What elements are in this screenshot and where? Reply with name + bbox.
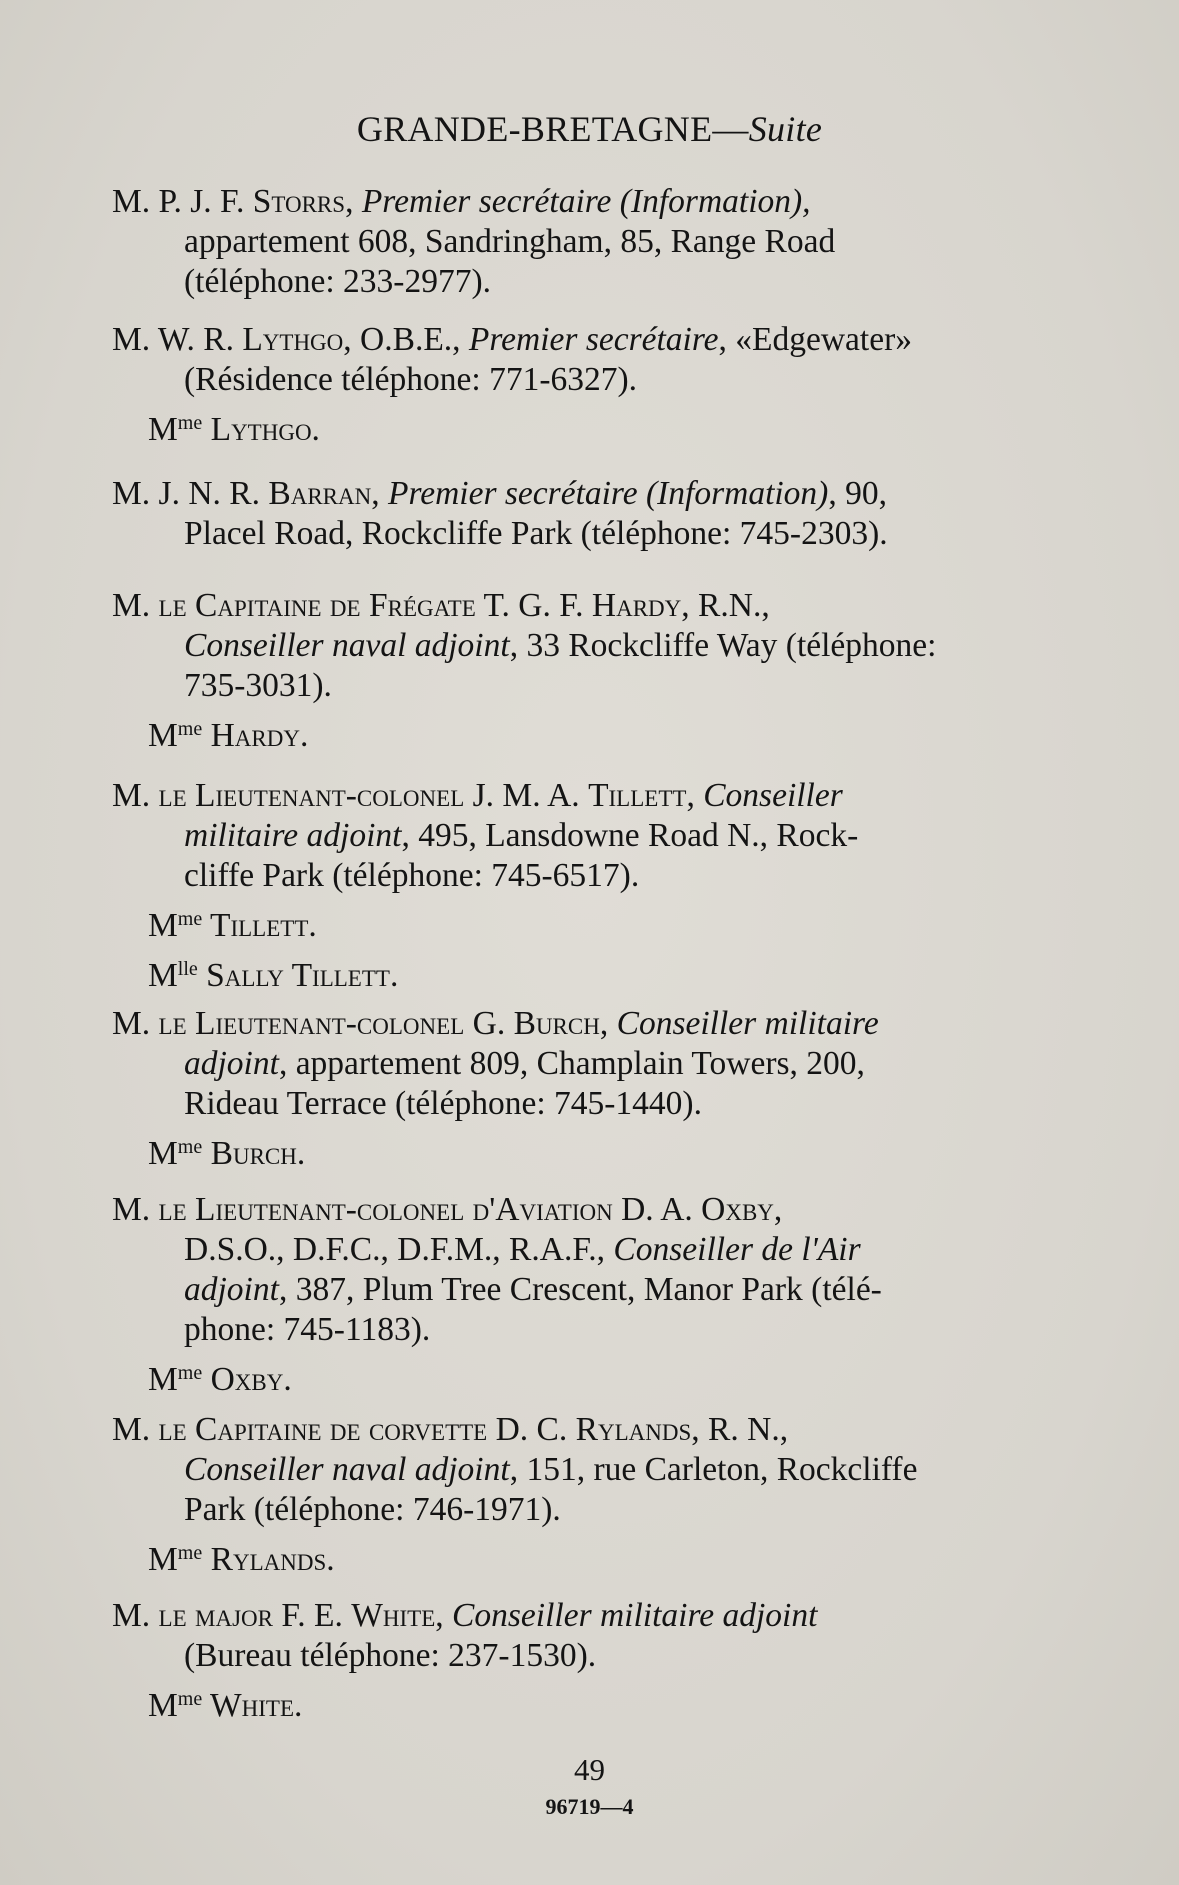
entry-line: (Bureau téléphone: 237-1530). <box>184 1637 597 1674</box>
entry-line: M. le major F. E. White, Conseiller militaire adjoint <box>112 1597 818 1634</box>
spouse-line: $M^{me}$ Lythgo. <box>148 411 320 448</box>
entry-line: M. le Capitaine de corvette D. C. Rylands, R. N., <box>112 1411 789 1448</box>
entry-line: (Résidence téléphone: 771-6327). <box>184 361 638 398</box>
spouse-line: $M^{me}$ Oxby. <box>148 1361 292 1398</box>
entry-line: M. le Lieutenant-colonel J. M. A. Tillett, Conseiller <box>112 777 843 814</box>
spouse-line: $M^{me}$ Rylands. <box>148 1541 335 1578</box>
entry-line: M. le Lieutenant-colonel d'Aviation D. A. Oxby, <box>112 1191 783 1228</box>
entry-line: Placel Road, Rockcliffe Park (téléphone: 745-2303). <box>184 515 888 552</box>
listing-entry-barran <box>112 474 1032 554</box>
entry-line: Conseiller naval adjoint, 151, rue Carleton, Rockcliffe <box>184 1451 918 1488</box>
entry-line: cliffe Park (téléphone: 745-6517). <box>184 857 640 894</box>
entry-line: phone: 745-1183). <box>184 1311 431 1348</box>
entry-line: M. W. R. Lythgo, O.B.E., Premier secrétaire, «Edgewater» <box>112 321 913 358</box>
entry-line: Conseiller naval adjoint, 33 Rockcliffe Way (téléphone: <box>184 627 937 664</box>
listing-entry-tillett <box>112 776 1032 996</box>
entry-line: M. J. N. R. Barran, Premier secrétaire (Information), 90, <box>112 475 887 512</box>
entry-line: M. le Lieutenant-colonel G. Burch, Conseiller militaire <box>112 1005 879 1042</box>
spouse-line: $M^{me}$ Tillett. <box>148 907 317 944</box>
entry-line: militaire adjoint, 495, Lansdowne Road N., Rock- <box>184 817 859 854</box>
entry-line: D.S.O., D.F.C., D.F.M., R.A.F., Conseiller de l'Air <box>184 1231 861 1268</box>
page-heading: GRANDE-BRETAGNE—Suite <box>356 109 823 149</box>
print-code: 96719—4 <box>545 1794 634 1819</box>
entry-line: 735-3031). <box>184 667 332 704</box>
listing-entry-rylands <box>112 1410 1032 1580</box>
entry-line: M. P. J. F. Storrs, Premier secrétaire (Information), <box>112 183 811 220</box>
entry-line: (téléphone: 233-2977). <box>184 263 491 300</box>
spouse-line: $M^{me}$ Burch. <box>148 1135 306 1172</box>
listing-entry-storrs <box>112 182 1032 302</box>
entry-line: Rideau Terrace (téléphone: 745-1440). <box>184 1085 702 1122</box>
listing-entry-lythgo <box>112 320 1032 450</box>
entry-line: M. le Capitaine de Frégate T. G. F. Hardy, R.N., <box>112 587 770 624</box>
listing-entry-oxby <box>112 1190 1032 1400</box>
spouse-line: $M^{me}$ Hardy. <box>148 717 309 754</box>
entry-line: appartement 608, Sandringham, 85, Range Road <box>184 223 836 260</box>
entry-line: adjoint, appartement 809, Champlain Towers, 200, <box>184 1045 865 1082</box>
spouse-line: $M^{lle}$ Sally Tillett. <box>148 957 399 994</box>
listing-entry-hardy <box>112 586 1032 756</box>
page-number: 49 <box>574 1752 605 1787</box>
listing-entry-burch <box>112 1004 1032 1174</box>
listing-entry-white <box>112 1596 1032 1726</box>
spouse-line: $M^{me}$ White. <box>148 1687 303 1724</box>
entry-line: Park (téléphone: 746-1971). <box>184 1491 561 1528</box>
entry-line: adjoint, 387, Plum Tree Crescent, Manor Park (télé- <box>184 1271 882 1308</box>
